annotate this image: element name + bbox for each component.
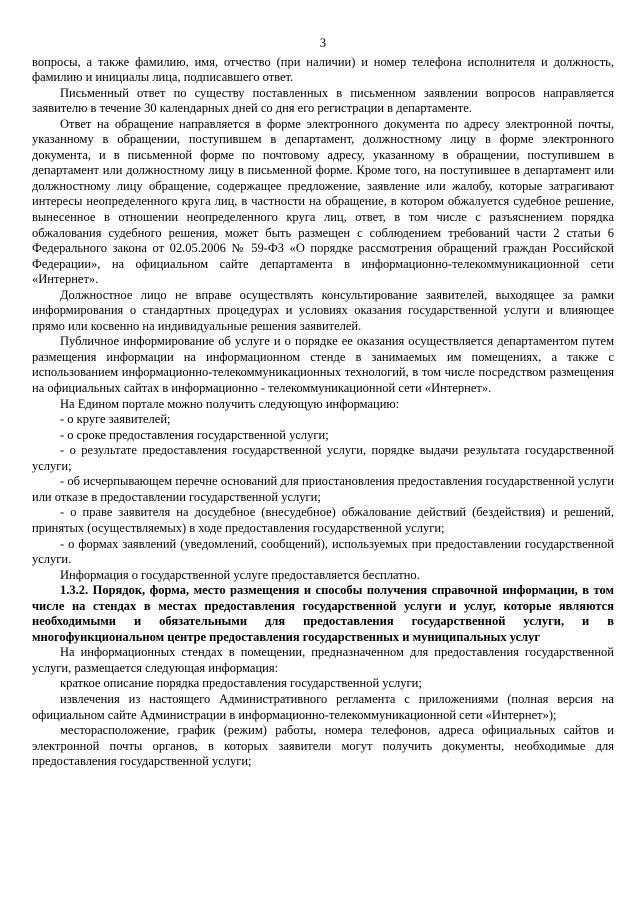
paragraph: Информация о государственной услуге предоставляется бесплатно. [60, 567, 420, 582]
paragraph: краткое описание порядка предоставления государственной услуги; [60, 676, 422, 691]
document-body [32, 55, 614, 770]
page-number: 3 [319, 36, 327, 50]
paragraph: - о сроке предоставления государственной услуги; [60, 427, 329, 442]
paragraph: - о праве заявителя на досудебное (внесудебное) обжалование действий (бездействия) и решений, принятых (осуществляемых) в ходе предоставления государственной услуги; [32, 505, 614, 535]
paragraph: На Едином портале можно получить следующую информацию: [60, 396, 400, 411]
paragraph: Должностное лицо не вправе осуществлять консультирование заявителей, выходящее за рамки информирования о стандартных процедурах и условиях оказания государственной услуги и влияющее прямо или косвенно на индивидуальные решения заявителей. [32, 287, 614, 333]
paragraph: месторасположение, график (режим) работы, номера телефонов, адреса официальных сайтов и электронной почты органов, в которых заявители могут получить документы, необходимые для предоставления государственной услуги; [32, 723, 614, 769]
paragraph: - об исчерпывающем перечне оснований для приостановления предоставления государственной услуги или отказе в предоставлении государственной услуги; [32, 474, 614, 504]
paragraph: извлечения из настоящего Административного регламента с приложениями (полная версия на официальном сайте Администрации в информационно-телекоммуникационной сети «Интернет»); [32, 691, 614, 722]
paragraph: вопросы, а также фамилию, имя, отчество (при наличии) и номер телефона исполнителя и должность, фамилию и инициалы лица, подписавшего ответ. [32, 54, 614, 85]
paragraph: - о круге заявителей; [60, 412, 171, 427]
paragraph: Ответ на обращение направляется в форме электронного документа по адресу электронной почты, указанному в обращении, поступившем в департамент, должностному лицу в форме электронного документа, и в письменной форме по почтовому адресу, указанному в обращении, поступившем в департамент или должностному лицу в письменной форме. Кроме того, на поступившее в департамент или должностному лицу обращение, содержащее предложение, заявление или жалобу, которые затрагивают интересы неопределенного круга лиц, в частности на обращение, в котором обжалуется судебное решение, вынесенное в отношении неопределенного круга лиц, ответ, в том числе с разъяснением порядка обжалования судебного решения, может быть размещен с соблюдением требований части 2 статьи 6 Федерального закона от 02.05.2006 № 59-ФЗ «О порядке рассмотрения обращений граждан Российской Федерации», на официальном сайте департамента в информационно-телекоммуникационной сети «Интернет». [32, 116, 614, 287]
paragraph: Письменный ответ по существу поставленных в письменном заявлении вопросов направляется заявителю в течение 30 календарных дней со дня его регистрации в департаменте. [32, 85, 614, 116]
paragraph: На информационных стендах в помещении, предназначенном для предоставления государственной услуги, размещается следующая информация: [32, 645, 614, 675]
paragraph: - о результате предоставления государственной услуги, порядке выдачи результата государственной услуги; [32, 443, 614, 473]
section-heading: 1.3.2. Порядок, форма, место размещения и способы получения справочной информации, в том числе на стендах в местах предоставления государственной услуги и услуг, которые являются необходимыми и обязательными для предоставления государственной услуги, и в многофункциональном центре предоставления государственных и муниципальных услуг [32, 583, 614, 644]
paragraph: - о формах заявлений (уведомлений, сообщений), используемых при предоставлении государственной услуги. [32, 536, 614, 567]
paragraph: Публичное информирование об услуге и о порядке ее оказания осуществляется департаментом путем размещения информации на информационном стенде в занимаемых им помещениях, а также с использованием информационно-телекоммуникационных технологий, в том числе посредством размещения на официальных сайтах в информационно - телекоммуникационной сети «Интернет». [32, 334, 614, 396]
